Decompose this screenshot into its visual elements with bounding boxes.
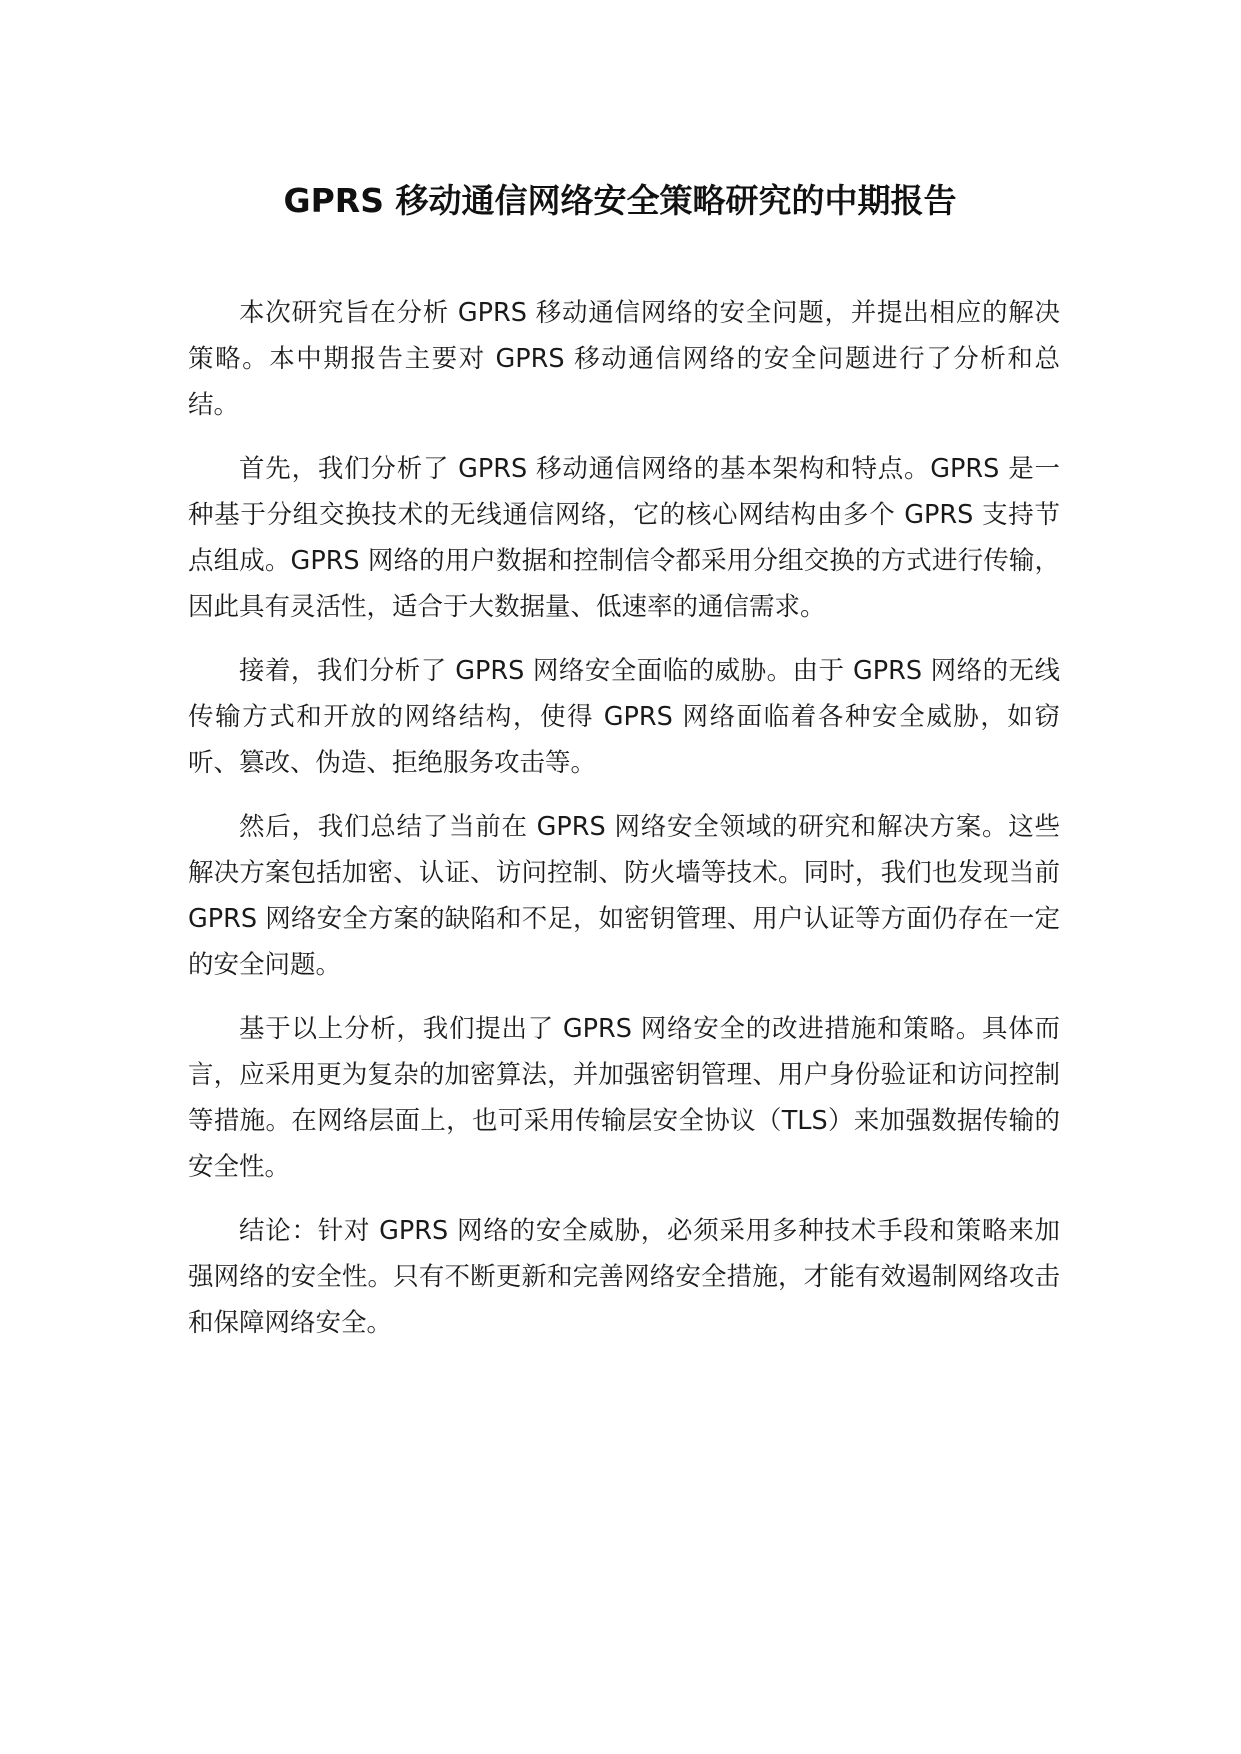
paragraph-intro: 本次研究旨在分析 GPRS 移动通信网络的安全问题，并提出相应的解决策略。本中期报告主要对 GPRS 移动通信网络的安全问题进行了分析和总结。 (188, 298, 1060, 420)
paragraph-architecture: 首先，我们分析了 GPRS 移动通信网络的基本架构和特点。GPRS 是一种基于分组交换技术的无线通信网络，它的核心网结构由多个 GPRS 支持节点组成。GPRS 网络的用户数据和控制信令都采用分组交换的方式进行传输，因此具有灵活性，适合于大数据量、低速率的通信需求。 (188, 454, 1060, 622)
paragraph-threats: 接着，我们分析了 GPRS 网络安全面临的威胁。由于 GPRS 网络的无线传输方式和开放的网络结构，使得 GPRS 网络面临着各种安全威胁，如窃听、篡改、伪造、拒绝服务攻击等。 (188, 656, 1060, 778)
document-title: GPRS 移动通信网络安全策略研究的中期报告 (283, 181, 957, 220)
paragraph-conclusion: 结论：针对 GPRS 网络的安全威胁，必须采用多种技术手段和策略来加强网络的安全性。只有不断更新和完善网络安全措施，才能有效遏制网络攻击和保障网络安全。 (188, 1216, 1060, 1338)
paragraph-solutions: 然后，我们总结了当前在 GPRS 网络安全领域的研究和解决方案。这些解决方案包括加密、认证、访问控制、防火墙等技术。同时，我们也发现当前 GPRS 网络安全方案的缺陷和不足，如密钥管理、用户认证等方面仍存在一定的安全问题。 (188, 812, 1060, 980)
paragraph-improvements: 基于以上分析，我们提出了 GPRS 网络安全的改进措施和策略。具体而言，应采用更为复杂的加密算法，并加强密钥管理、用户身份验证和访问控制等措施。在网络层面上，也可采用传输层安全协议（TLS）来加强数据传输的安全性。 (188, 1014, 1060, 1182)
document-body (188, 290, 1060, 1364)
